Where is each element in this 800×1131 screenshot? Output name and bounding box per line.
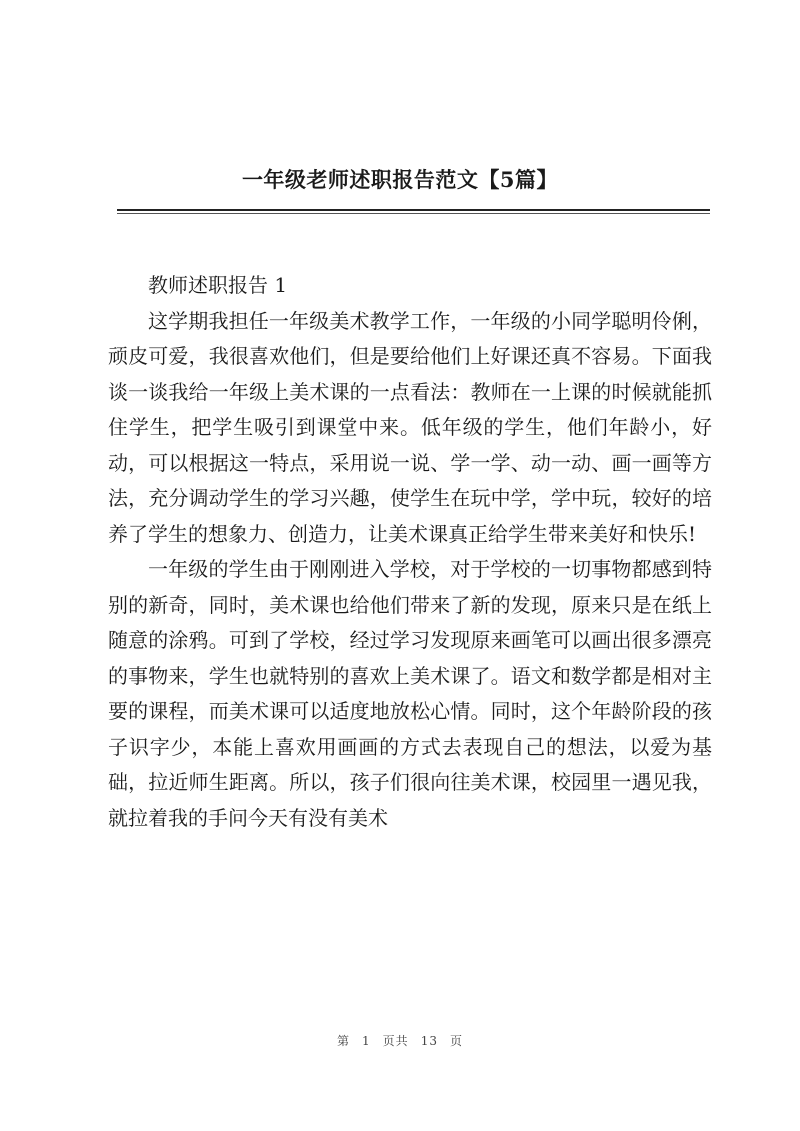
section-heading: 教师述职报告 1 [148,273,288,297]
footer-mid: 页共 [382,1034,409,1048]
footer-total-pages: 13 [420,1034,438,1048]
footer-prefix: 第 [337,1034,351,1048]
footer-suffix: 页 [449,1034,463,1048]
page-footer [0,1032,800,1049]
footer-current-page: 1 [362,1034,371,1048]
title-divider [117,209,710,211]
document-title: 一年级老师述职报告范文【5篇】 [241,167,559,192]
document-body [108,268,712,836]
paragraph-2: 一年级的学生由于刚刚进入学校，对于学校的一切事物都感到特别的新奇，同时，美术课也给他们带来了新的发现，原来只是在纸上随意的涂鸦。可到了学校，经过学习发现原来画笔可以画出很多漂亮的事物来，学生也就特别的喜欢上美术课了。语文和数学都是相对主要的课程，而美术课可以适度地放松心情。同时，这个年龄阶段的孩子识字少，本能上喜欢用画画的方式去表现自己的想法，以爱为基础，拉近师生距离。所以，孩子们很向往美术课，校园里一遇见我，就拉着我的手问今天有没有美术 [108,557,712,830]
paragraph-1: 这学期我担任一年级美术教学工作，一年级的小同学聪明伶俐，顽皮可爱，我很喜欢他们，但是要给他们上好课还真不容易。下面我谈一谈我给一年级上美术课的一点看法：教师在一上课的时候就能抓住学生，把学生吸引到课堂中来。低年级的学生，他们年龄小，好动，可以根据这一特点，采用说一说、学一学、动一动、画一画等方法，充分调动学生的学习兴趣，使学生在玩中学，学中玩，较好的培养了学生的想象力、创造力，让美术课真正给学生带来美好和快乐! [108,308,712,546]
